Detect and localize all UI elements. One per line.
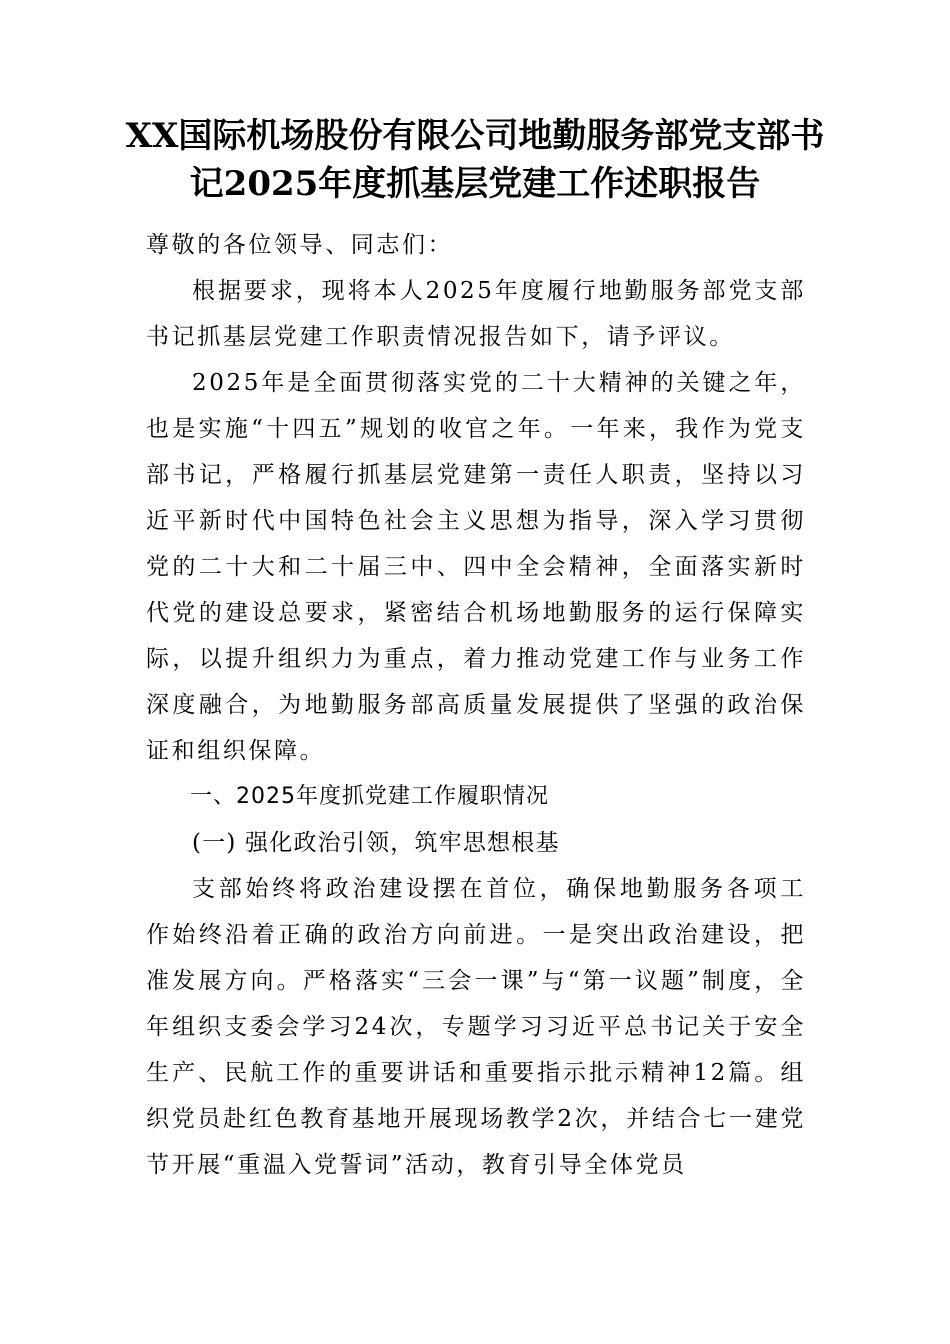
intro-paragraph: 根据要求，现将本人2025年度履行地勤服务部党支部书记抓基层党建工作职责情况报告如下，请予评议。 xyxy=(146,278,806,350)
subsection-heading: (一) 强化政治引领，筑牢思想根基 xyxy=(192,830,560,856)
salutation: 尊敬的各位领导、同志们： xyxy=(146,232,454,258)
document-title: XX国际机场股份有限公司地勤服务部党支部书记2025年度抓基层党建工作述职报告 xyxy=(125,116,825,204)
section-heading: 一、2025年度抓党建工作履职情况 xyxy=(190,784,549,809)
document-body xyxy=(146,222,806,1188)
overview-paragraph: 2025年是全面贯彻落实党的二十大精神的关键之年，也是实施“十四五”规划的收官之年。一年来，我作为党支部书记，严格履行抓基层党建第一责任人职责，坚持以习近平新时代中国特色社会主义思想为指导，深入学习贯彻党的二十大和二十届三中、四中全会精神，全面落实新时代党的建设总要求，紧密结合机场地勤服务的运行保障实际，以提升组织力为重点，着力推动党建工作与业务工作深度融合，为地勤服务部高质量发展提供了坚强的政治保证和组织保障。 xyxy=(146,370,806,764)
subsection-paragraph: 支部始终将政治建设摆在首位，确保地勤服务各项工作始终沿着正确的政治方向前进。一是突出政治建设，把准发展方向。严格落实“三会一课”与“第一议题”制度，全年组织支委会学习24次，专题学习习近平总书记关于安全生产、民航工作的重要讲话和重要指示批示精神12篇。组织党员赴红色教育基地开展现场教学2次，并结合七一建党节开展“重温入党誓词”活动，教育引导全体党员 xyxy=(146,876,806,1178)
